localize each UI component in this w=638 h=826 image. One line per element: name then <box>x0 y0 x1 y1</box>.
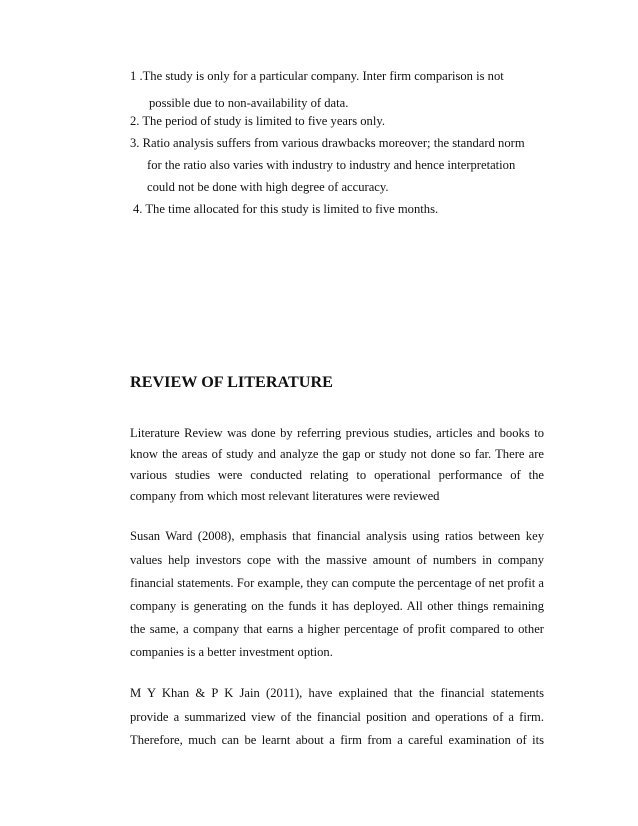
limitation-1-line-2: possible due to non-availability of data. <box>149 96 349 110</box>
paragraph-line: companies is a better investment option. <box>130 645 333 659</box>
limitation-3-line-2: for the ratio also varies with industry to industry and hence interpretation <box>147 158 516 172</box>
paragraph-line: know the areas of study and analyze the gap or study not done so far. There are <box>130 447 544 461</box>
paragraph-line: Susan Ward (2008), emphasis that financial analysis using ratios between key <box>130 529 544 543</box>
paragraph-line: provide a summarized view of the financial position and operations of a firm. <box>130 710 544 724</box>
section-heading: REVIEW OF LITERATURE <box>130 373 333 391</box>
limitation-4: 4. The time allocated for this study is limited to five months. <box>133 202 439 216</box>
paragraph-line: company is generating on the funds it has deployed. All other things remaining <box>130 599 544 613</box>
paragraph-line: financial statements. For example, they can compute the percentage of net profit a <box>130 576 544 590</box>
paragraph-line: Therefore, much can be learnt about a firm from a careful examination of its <box>130 733 544 747</box>
paragraph-line: company from which most relevant literatures were reviewed <box>130 489 440 503</box>
paragraph-line: values help investors cope with the massive amount of numbers in company <box>130 553 544 567</box>
paragraph-line: Literature Review was done by referring previous studies, articles and books to <box>130 426 544 440</box>
limitation-3-line-1: 3. Ratio analysis suffers from various drawbacks moreover; the standard norm <box>130 136 525 150</box>
paragraph-line: various studies were conducted relating to operational performance of the <box>130 468 544 482</box>
paragraph-line: M Y Khan & P K Jain (2011), have explained that the financial statements <box>130 686 544 700</box>
limitation-3-line-3: could not be done with high degree of accuracy. <box>147 180 389 194</box>
limitation-1-line-1: 1 .The study is only for a particular company. Inter firm comparison is not <box>130 69 504 83</box>
limitation-2: 2. The period of study is limited to five years only. <box>130 114 385 128</box>
paragraph-line: the same, a company that earns a higher percentage of profit compared to other <box>130 622 544 636</box>
